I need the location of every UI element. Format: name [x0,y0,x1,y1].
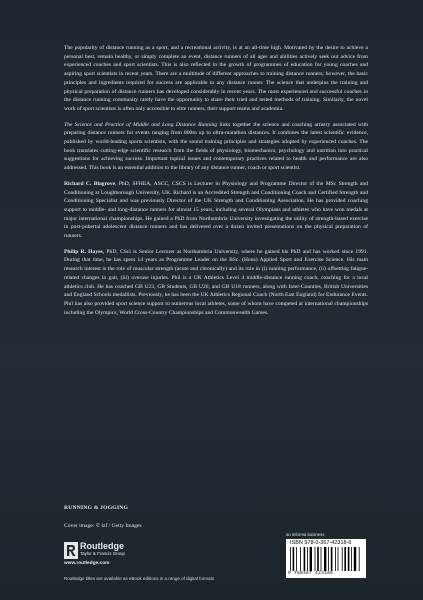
book-title: The Science and Practice of Middle and Long Distance Running [64,121,218,128]
author-bio-hayes-text: , PhD, CSci is Senior Lecturer at Northumbria University, where he gained his PhD and has worked since 1991. During that time, he has spent 14 years as Programme Leader on the BSc. (Hons) Applied Sport and Exercise Science. His main research interest is the role of muscular strength (acute and chronically) and its role in (i) running performance, (ii) offsetting fatigue-related changes in gait, (iii) overuse injuries. Phil is a UK Athletics Level 4 middle-distance running coach, coaching for a local athletics club. He has coached GB U23, GB Students, GB U20, and GB U18 runners, along with Inter-Counties, British Universities and England Schools medallists. Previously, he has been the UK Athletics Regional Coach (North East England) for Endurance Events. Phil has also provided sport science support to numerous local athletes, some of whom have competed at international championships including the Olympics, World Cross-Country Championships and Commonwealth Games. [64,248,369,316]
informa-label: an informa business [286,532,325,537]
barcode-digits: 9 780367 423186 [288,571,334,576]
routledge-r-icon [64,542,78,559]
cover-credit: Cover image: © lzf / Getty Images [64,523,142,529]
publisher-name: Routledge [80,541,124,551]
barcode-panel [286,539,366,578]
author-bio-hayes [64,248,368,318]
isbn-text: ISBN 978-0-367-42318-6 [290,540,352,546]
blurb-text [64,44,368,324]
book-description [64,121,368,173]
intro-paragraph: The popularity of distance running as a sport, and a recreational activity, is at an all-time high. Motivated by the desire to achieve a personal best, remain healthy, or simply complete an event, distance runners of all ages and abilities actively seek out advice from experienced coaches and sport scientists. This is also reflected in the growth of programmes of education for young coaches and aspiring sport scientists in recent years. There are a multitude of different approaches to training distance runners; however, the basic principles and ingredients required for success are applicable to any distance runner. The science that underpins the training and physical preparation of distance runners has developed considerably in recent years. The most experienced and successful coaches in the distance running community rarely have the opportunity to share their tried and tested methods of training. Similarly, the novel work of sport scientists is often only accessible to elite runners, their support teams and academia. [64,45,368,112]
author-name-hayes: Philip R. Hayes [64,248,103,255]
book-description-text: links together the science and coaching artistry associated with preparing distance runners for events ranging from 800m up to ultra-marathon distances. It combines the latest scientific evidence, published by world-leading sports scientists, with the sound training principles and strategies adopted by experienced coaches. The book translates cutting-edge scientific research from the fields of physiology, biomechanics, psychology and nutrition into practical suggestions for achieving success. Important topical issues and contemporary practices related to health and performance are also addressed. This book is an essential addition to the library of any distance runner, coach or sport scientist. [64,121,368,172]
publisher-brand [80,541,125,557]
author-bio-blagrove [64,180,368,241]
author-bio-blagrove-text: , PhD, SFHEA, ASCC, CSCS is Lecturer in Physiology and Programme Director of the MSc Strength and Conditioning at Loughborough University, UK. Richard is an Accredited Strength and Conditioning Coach and Certified Strength and Conditioning Specialist and was previously Director of the UK Strength and Conditioning Association. He has provided coaching support to middle- and long-distance runners for almost 15 years, including several Olympians and athletes who have won medals at major international championships. He gained a PhD from Northumbria University investigating the utility of strength-based exercise in post-pubertal adolescent distance runners and has delivered over a dozen invited presentations on the physical preparation of runners. [64,180,368,240]
publisher-url[interactable]: www.routledge.com [64,561,110,566]
publisher-subtitle: Taylor & Francis Group [80,551,125,556]
barcode-icon [290,547,362,571]
author-name-blagrove: Richard C. Blagrove [64,180,116,187]
ebook-note: Routledge titles are available as eBook editions in a range of digital formats [64,576,215,581]
series-label: RUNNING & JOGGING [64,505,128,511]
